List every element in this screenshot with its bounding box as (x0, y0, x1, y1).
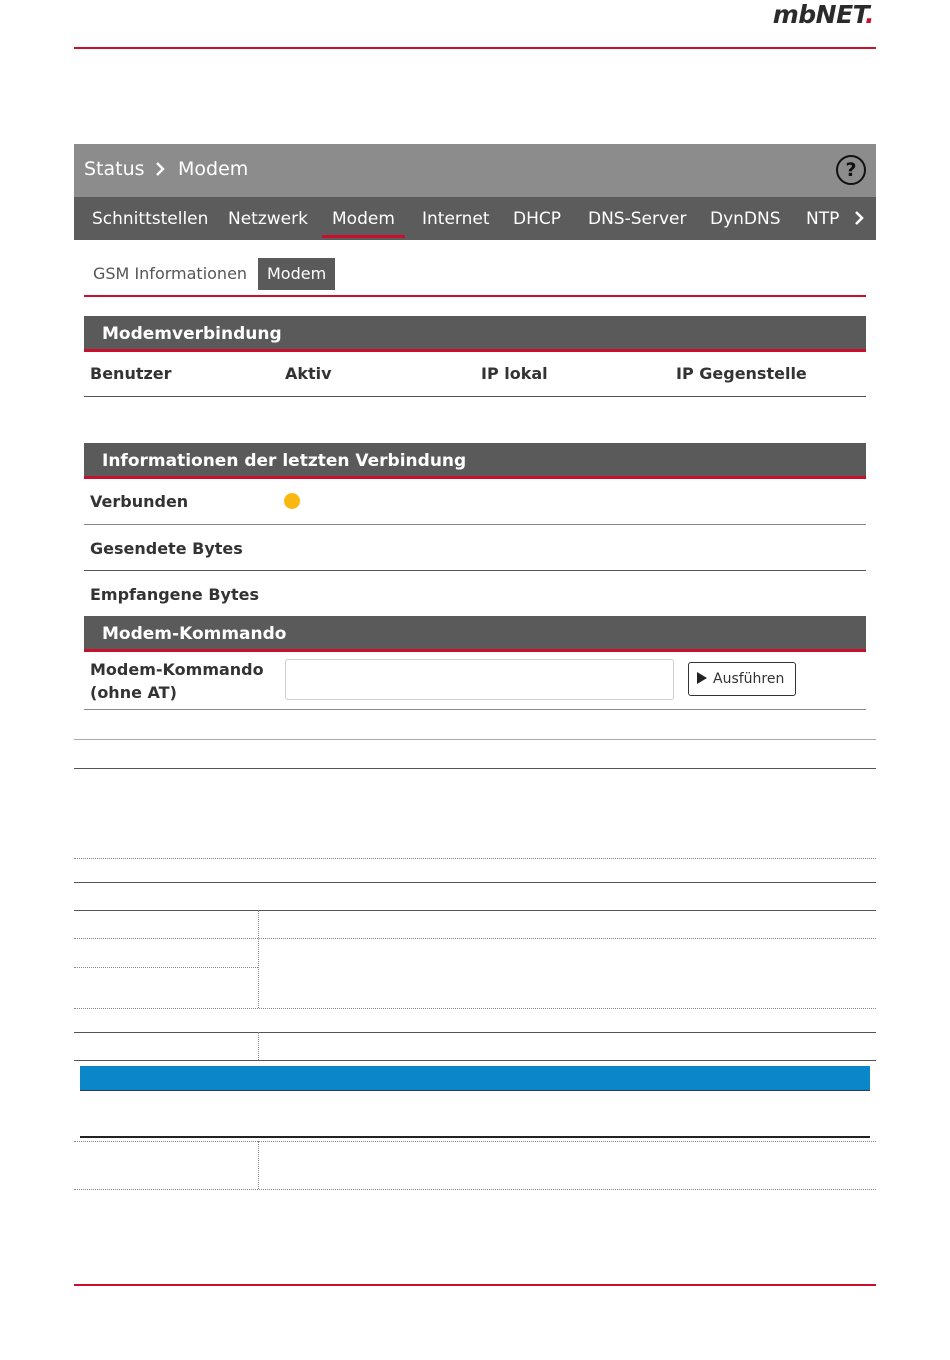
tab-dyndns[interactable]: DynDNS (710, 209, 781, 229)
table-line (74, 739, 876, 740)
table-rule (84, 396, 866, 397)
table-line (74, 910, 876, 911)
col-ip-gegenstelle: IP Gegenstelle (676, 364, 807, 383)
table-divider (258, 1032, 259, 1060)
tab-dns-server[interactable]: DNS-Server (588, 209, 687, 229)
col-benutzer: Benutzer (90, 364, 172, 383)
row-rule (84, 709, 866, 710)
table-divider (258, 910, 259, 1008)
title-bar (74, 144, 876, 197)
breadcrumb-current: Modem (178, 158, 249, 180)
tab-internet[interactable]: Internet (422, 209, 490, 229)
modem-command-input[interactable] (285, 659, 674, 700)
label-modem-kommando: Modem-Kommando (90, 660, 264, 679)
table-line (74, 858, 876, 859)
section-letzte-verbindung: Informationen der letzten Verbindung (84, 443, 866, 479)
chevron-right-icon (152, 161, 168, 177)
table-line (74, 967, 258, 968)
table-line (74, 1189, 876, 1190)
play-icon (697, 672, 707, 684)
table-divider (258, 1141, 259, 1189)
table-line (74, 1141, 876, 1142)
breadcrumb-root[interactable]: Status (84, 158, 145, 180)
table-header-band (80, 1066, 870, 1091)
mbnet-logo: mbNET. (772, 0, 874, 29)
chevron-right-icon[interactable] (852, 210, 866, 226)
status-indicator-icon (284, 493, 300, 509)
table-line (74, 938, 876, 939)
label-ohne-at: (ohne AT) (90, 683, 177, 702)
table-line (80, 1136, 870, 1138)
subtab-modem[interactable]: Modem (258, 258, 335, 290)
row-rule (84, 524, 866, 525)
header-rule (74, 47, 876, 49)
tab-ntp[interactable]: NTP (806, 209, 840, 229)
label-gesendete-bytes: Gesendete Bytes (90, 539, 243, 558)
run-button[interactable]: Ausführen (688, 662, 796, 696)
tab-modem[interactable]: Modem (332, 209, 395, 229)
table-line (74, 1060, 876, 1061)
row-rule (84, 570, 866, 571)
col-ip-lokal: IP lokal (481, 364, 548, 383)
label-verbunden: Verbunden (90, 492, 189, 511)
table-line (74, 1032, 876, 1033)
subtab-rule (84, 295, 866, 297)
label-empfangene-bytes: Empfangene Bytes (90, 585, 259, 604)
footer-rule (74, 1284, 876, 1286)
tab-schnittstellen[interactable]: Schnittstellen (92, 209, 209, 229)
tab-dhcp[interactable]: DHCP (513, 209, 561, 229)
section-modem-kommando: Modem-Kommando (84, 616, 866, 652)
table-line (74, 1008, 876, 1009)
col-aktiv: Aktiv (285, 364, 332, 383)
table-line (74, 768, 876, 769)
table-line (74, 882, 876, 883)
tab-bar (74, 197, 876, 240)
section-modemverbindung: Modemverbindung (84, 316, 866, 352)
subtab-gsm-informationen[interactable]: GSM Informationen (93, 264, 248, 283)
help-icon[interactable]: ? (836, 155, 866, 185)
tab-netzwerk[interactable]: Netzwerk (228, 209, 308, 229)
